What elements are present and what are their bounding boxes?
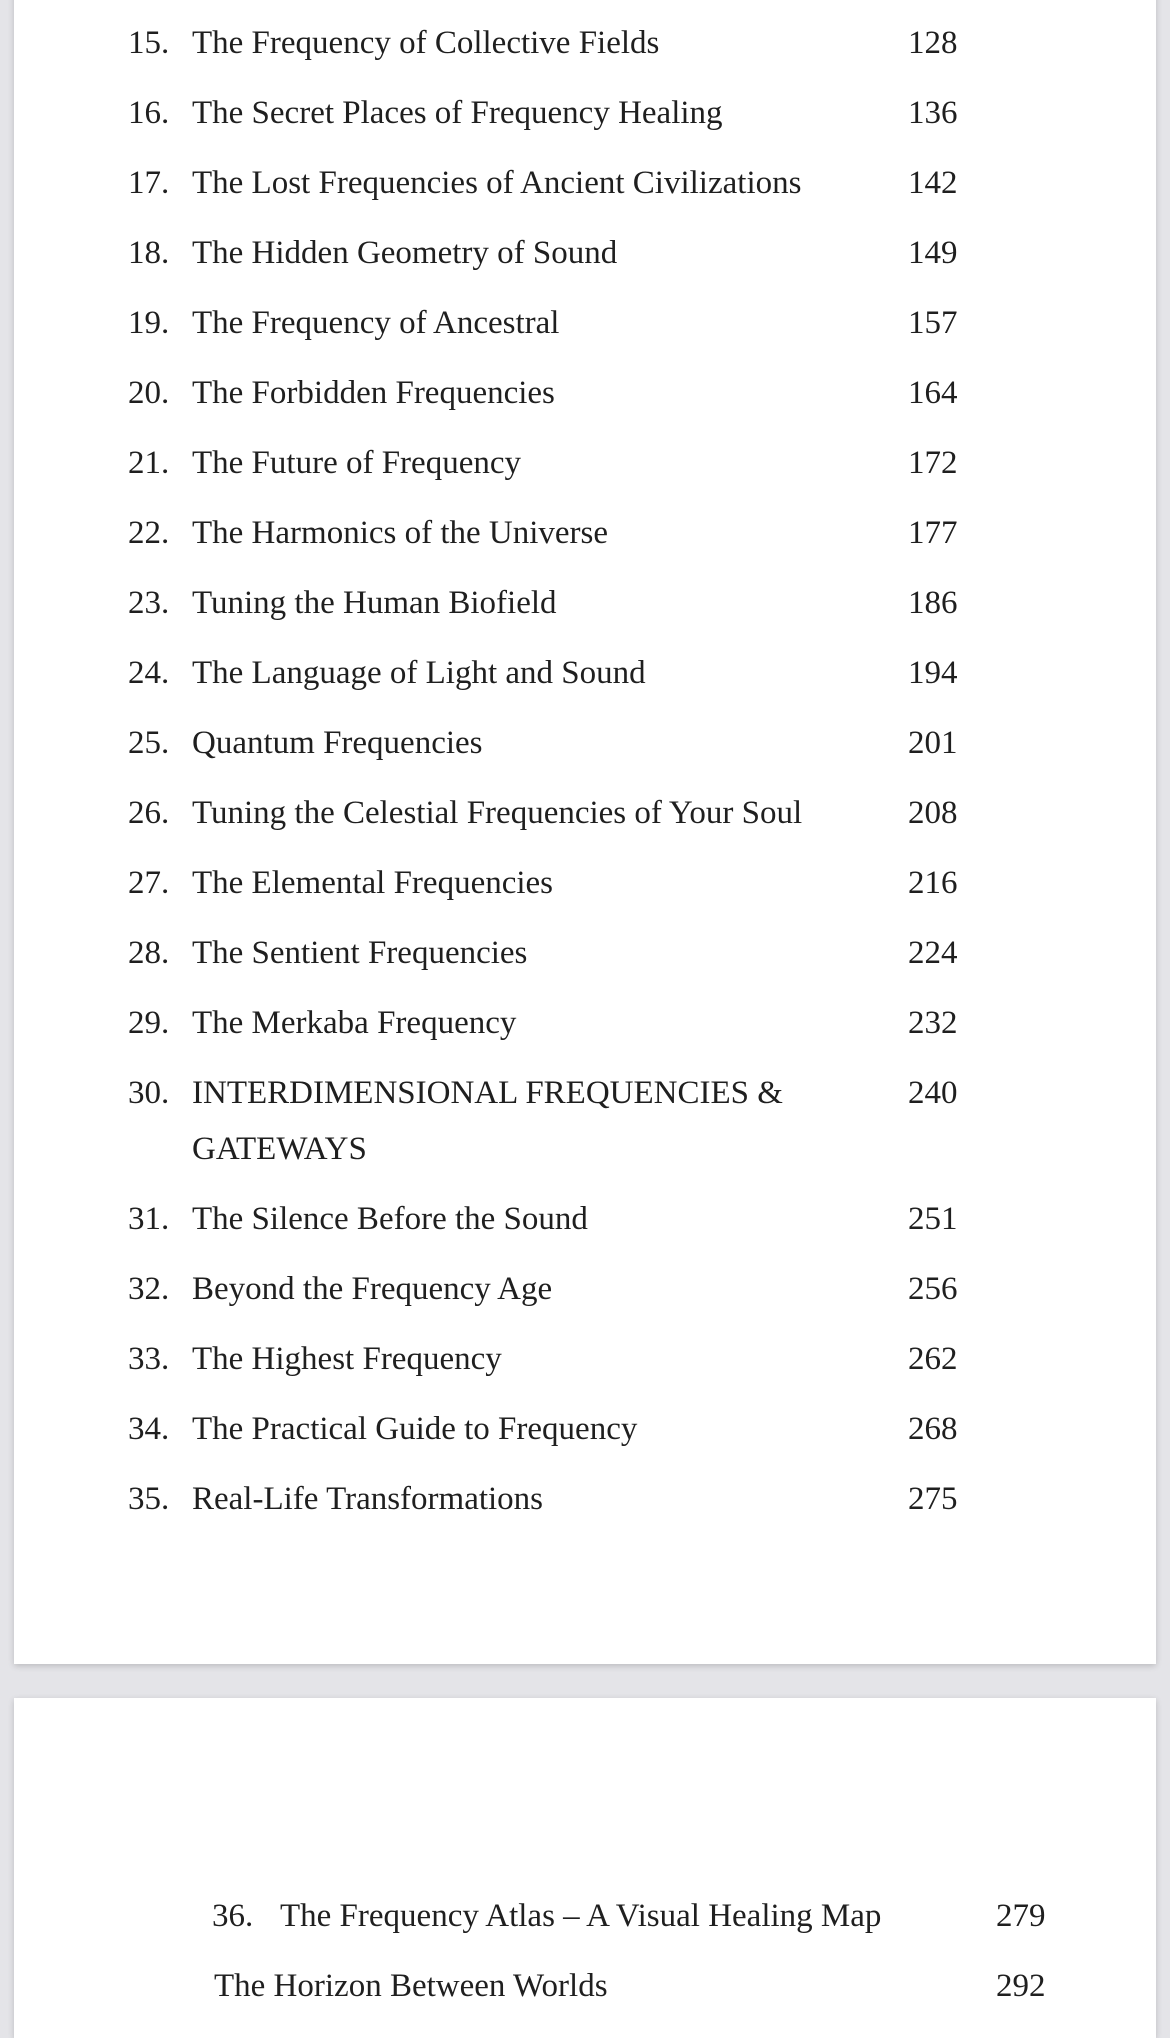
page-number: 128: [908, 25, 958, 61]
page-number: 224: [908, 935, 958, 971]
chapter-title: Quantum Frequencies: [192, 725, 483, 761]
chapter-title: The Silence Before the Sound: [192, 1201, 588, 1237]
chapter-title: INTERDIMENSIONAL FREQUENCIES &: [192, 1075, 783, 1111]
page-number: 201: [908, 725, 958, 761]
chapter-title: The Highest Frequency: [192, 1341, 502, 1377]
chapter-number: 29.: [128, 1005, 170, 1041]
chapter-title: Tuning the Celestial Frequencies of Your Soul: [192, 795, 803, 831]
chapter-number: 19.: [128, 305, 170, 341]
chapter-title: The Practical Guide to Frequency: [192, 1411, 638, 1447]
chapter-number: 16.: [128, 95, 170, 131]
page-number: 240: [908, 1075, 958, 1111]
chapter-number: 15.: [128, 25, 170, 61]
chapter-number: 17.: [128, 165, 170, 201]
chapter-title: The Sentient Frequencies: [192, 935, 528, 971]
page-number: 292: [996, 1968, 1046, 2004]
document-page-1: [14, 0, 1156, 1664]
document-page-2: [14, 1698, 1156, 2038]
chapter-title: The Future of Frequency: [192, 445, 521, 481]
page-number: 164: [908, 375, 958, 411]
chapter-title: The Secret Places of Frequency Healing: [192, 95, 723, 131]
chapter-title: The Harmonics of the Universe: [192, 515, 609, 551]
chapter-number: 33.: [128, 1341, 170, 1377]
chapter-number: 18.: [128, 235, 170, 271]
page-number: 157: [908, 305, 958, 341]
chapter-number: 31.: [128, 1201, 170, 1237]
chapter-title: The Frequency Atlas – A Visual Healing Map: [280, 1898, 882, 1934]
chapter-title: The Forbidden Frequencies: [192, 375, 555, 411]
page-number: 186: [908, 585, 958, 621]
page-number: 279: [996, 1898, 1046, 1934]
section-title: The Horizon Between Worlds: [214, 1968, 608, 2004]
page-number: 262: [908, 1341, 958, 1377]
page-number: 216: [908, 865, 958, 901]
page-number: 232: [908, 1005, 958, 1041]
page-number: 177: [908, 515, 958, 551]
page-number: 136: [908, 95, 958, 131]
page-number: 256: [908, 1271, 958, 1307]
page-number: 275: [908, 1481, 958, 1517]
chapter-number: 36.: [212, 1898, 254, 1934]
page-number: 268: [908, 1411, 958, 1447]
chapter-number: 23.: [128, 585, 170, 621]
chapter-title-continued: GATEWAYS: [192, 1131, 367, 1167]
chapter-number: 35.: [128, 1481, 170, 1517]
chapter-number: 32.: [128, 1271, 170, 1307]
chapter-number: 20.: [128, 375, 170, 411]
chapter-number: 28.: [128, 935, 170, 971]
chapter-number: 22.: [128, 515, 170, 551]
chapter-title: Tuning the Human Biofield: [192, 585, 557, 621]
chapter-number: 21.: [128, 445, 170, 481]
chapter-title: Real-Life Transformations: [192, 1481, 544, 1517]
page-number: 251: [908, 1201, 958, 1237]
chapter-number: 24.: [128, 655, 170, 691]
chapter-number: 34.: [128, 1411, 170, 1447]
page-number: 208: [908, 795, 958, 831]
chapter-title: The Merkaba Frequency: [192, 1005, 517, 1041]
page-number: 142: [908, 165, 958, 201]
chapter-number: 26.: [128, 795, 170, 831]
chapter-title: The Hidden Geometry of Sound: [192, 235, 618, 271]
chapter-title: The Frequency of Collective Fields: [192, 25, 660, 61]
chapter-number: 27.: [128, 865, 170, 901]
chapter-number: 25.: [128, 725, 170, 761]
chapter-title: The Language of Light and Sound: [192, 655, 646, 691]
page-number: 194: [908, 655, 958, 691]
chapter-title: The Elemental Frequencies: [192, 865, 554, 901]
chapter-number: 30.: [128, 1075, 170, 1111]
chapter-title: The Lost Frequencies of Ancient Civilizations: [192, 165, 802, 201]
chapter-title: Beyond the Frequency Age: [192, 1271, 553, 1307]
page-number: 172: [908, 445, 958, 481]
page-number: 149: [908, 235, 958, 271]
chapter-title: The Frequency of Ancestral: [192, 305, 560, 341]
